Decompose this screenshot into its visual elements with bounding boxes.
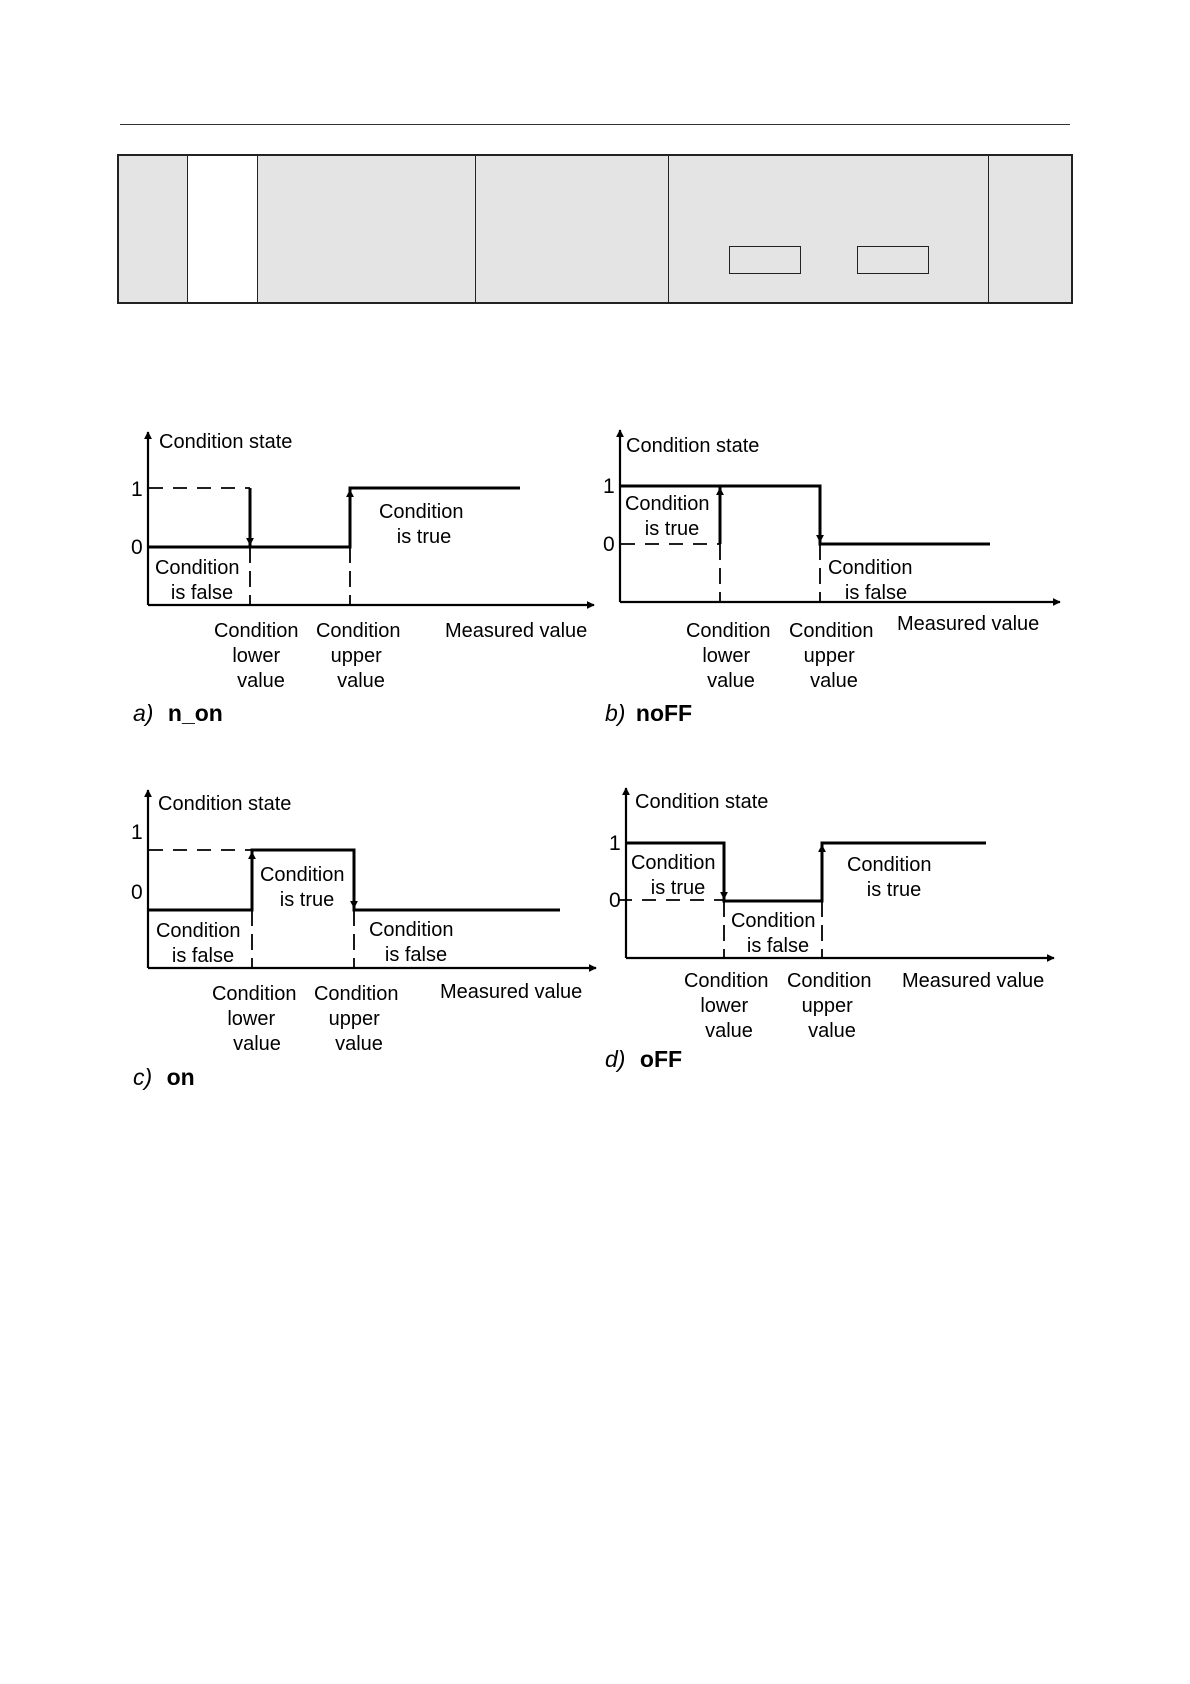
x-axis-label: Measured value xyxy=(440,981,583,1003)
diagram-d xyxy=(605,788,1054,1072)
y-axis-label: Condition state xyxy=(159,431,293,453)
upper-value-label: Condition upper value xyxy=(315,620,401,692)
region-lower-label: Condition is false xyxy=(827,557,913,604)
region-lower-right-label: Condition is false xyxy=(368,919,454,966)
y-axis-label: Condition state xyxy=(158,793,292,815)
caption: c) on xyxy=(133,1064,195,1090)
level-1-label: 1 xyxy=(131,478,143,501)
level-0-label: 0 xyxy=(131,536,143,559)
lower-value-label: Condition lower value xyxy=(683,970,769,1042)
lower-value-label: Condition lower value xyxy=(213,620,299,692)
y-axis-label: Condition state xyxy=(635,791,769,813)
region-upper-label: Condition is true xyxy=(378,501,464,548)
region-upper-right-label: Condition is true xyxy=(846,854,932,901)
region-upper-left-label: Condition is true xyxy=(630,852,716,899)
region-upper-label: Condition is true xyxy=(259,864,345,911)
lower-value-label: Condition lower value xyxy=(685,620,771,692)
level-0-label: 0 xyxy=(609,889,621,912)
level-1-label: 1 xyxy=(603,475,615,498)
caption: b) noFF xyxy=(605,700,693,726)
y-axis-label: Condition state xyxy=(626,435,760,457)
upper-value-label: Condition upper value xyxy=(786,970,872,1042)
level-0-label: 0 xyxy=(131,881,143,904)
level-1-label: 1 xyxy=(131,821,143,844)
upper-value-label: Condition upper value xyxy=(788,620,874,692)
region-lower-label: Condition is false xyxy=(154,557,240,604)
region-upper-label: Condition is true xyxy=(624,493,710,540)
diagram-c xyxy=(131,790,596,1090)
region-lower-label: Condition is false xyxy=(730,910,816,957)
caption: a) n_on xyxy=(133,700,223,726)
level-0-label: 0 xyxy=(603,533,615,556)
diagram-b xyxy=(603,430,1060,726)
x-axis-label: Measured value xyxy=(445,620,588,642)
caption: d) oFF xyxy=(605,1046,683,1072)
x-axis-label: Measured value xyxy=(902,970,1045,992)
upper-value-label: Condition upper value xyxy=(313,983,399,1055)
level-1-label: 1 xyxy=(609,832,621,855)
x-axis-label: Measured value xyxy=(897,613,1040,635)
lower-value-label: Condition lower value xyxy=(211,983,297,1055)
region-lower-left-label: Condition is false xyxy=(155,920,241,967)
diagram-a xyxy=(131,431,594,726)
